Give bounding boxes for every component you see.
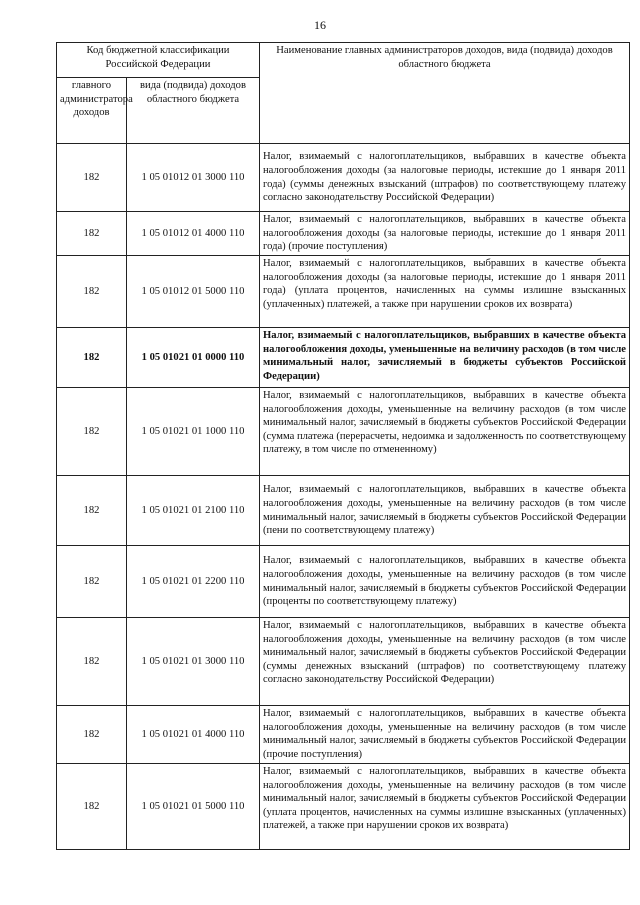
admin-code-cell: 182 [57, 256, 127, 328]
admin-code-cell: 182 [57, 212, 127, 256]
income-name-cell: Налог, взимаемый с налогоплательщиков, выбравших в качестве объекта налогообложения доходы, уменьшенные на величину расходов (в том числе минимальный налог, зачисляемый в бюджеты субъектов Российской Федерации (сумма платежа (перерасчеты, недоимка и задолженность по соответствующему платежу, в том числе по отмененному) [260, 388, 630, 476]
header-administrator-name: Наименование главных администраторов доходов, вида (подвида) доходов областного бюджета [260, 43, 630, 144]
table-row [57, 256, 630, 328]
income-name-cell: Налог, взимаемый с налогоплательщиков, выбравших в качестве объекта налогообложения доходы, уменьшенные на величину расходов (в том числе минимальный налог, зачисляемый в бюджеты субъектов Российской Федерации (уплата процентов, начисленных на суммы излишне взысканных (уплаченных) платежей, а также при нарушении сроков их возврата) [260, 764, 630, 850]
admin-code-cell: 182 [57, 764, 127, 850]
admin-code-cell: 182 [57, 706, 127, 764]
income-name-cell: Налог, взимаемый с налогоплательщиков, выбравших в качестве объекта налогообложения доходы, уменьшенные на величину расходов (в том числе минимальный налог, зачисляемый в бюджеты субъектов Российской Федерации) [260, 328, 630, 388]
table-row [57, 706, 630, 764]
admin-code-cell: 182 [57, 546, 127, 618]
income-code-cell: 1 05 01021 01 4000 110 [127, 706, 260, 764]
budget-classification-table [56, 42, 630, 850]
header-classification-code: Код бюджетной классификации Российской Федерации [57, 43, 260, 78]
income-code-cell: 1 05 01021 01 5000 110 [127, 764, 260, 850]
income-code-cell: 1 05 01021 01 2100 110 [127, 476, 260, 546]
admin-code-cell: 182 [57, 144, 127, 212]
income-name-cell: Налог, взимаемый с налогоплательщиков, выбравших в качестве объекта налогообложения доходы (за налоговые периоды, истекшие до 1 января 2011 года) (уплата процентов, начисленных на суммы излишне взысканных (уплаченных) платежей, а также при нарушении сроков их возврата) [260, 256, 630, 328]
table-row [57, 212, 630, 256]
header-income-type: вида (подвида) доходов областного бюджета [127, 78, 260, 144]
table-row [57, 476, 630, 546]
income-name-cell: Налог, взимаемый с налогоплательщиков, выбравших в качестве объекта налогообложения доходы, уменьшенные на величину расходов (в том числе минимальный налог, зачисляемый в бюджеты субъектов Российской Федерации (суммы денежных взысканий (штрафов) по соответствующему платежу согласно законодательству Российской Федерации) [260, 618, 630, 706]
header-main-administrator: главного администратора доходов [57, 78, 127, 144]
admin-code-cell: 182 [57, 388, 127, 476]
income-code-cell: 1 05 01012 01 4000 110 [127, 212, 260, 256]
table-row [57, 546, 630, 618]
table-row [57, 388, 630, 476]
table-row [57, 144, 630, 212]
income-name-cell: Налог, взимаемый с налогоплательщиков, выбравших в качестве объекта налогообложения доходы, уменьшенные на величину расходов (в том числе минимальный налог, зачисляемый в бюджеты субъектов Российской Федерации (пени по соответствующему платежу) [260, 476, 630, 546]
income-code-cell: 1 05 01012 01 3000 110 [127, 144, 260, 212]
table-row [57, 618, 630, 706]
income-code-cell: 1 05 01021 01 2200 110 [127, 546, 260, 618]
table-row-group-total [57, 328, 630, 388]
income-code-cell: 1 05 01021 01 0000 110 [127, 328, 260, 388]
income-name-cell: Налог, взимаемый с налогоплательщиков, выбравших в качестве объекта налогообложения доходы, уменьшенные на величину расходов (в том числе минимальный налог, зачисляемый в бюджеты субъектов Российской Федерации (прочие поступления) [260, 706, 630, 764]
header-row-group [57, 43, 630, 78]
admin-code-cell: 182 [57, 476, 127, 546]
admin-code-cell: 182 [57, 618, 127, 706]
income-name-cell: Налог, взимаемый с налогоплательщиков, выбравших в качестве объекта налогообложения доходы, уменьшенные на величину расходов (в том числе минимальный налог, зачисляемый в бюджеты субъектов Российской Федерации (проценты по соответствующему платежу) [260, 546, 630, 618]
income-name-cell: Налог, взимаемый с налогоплательщиков, выбравших в качестве объекта налогообложения доходы (за налоговые периоды, истекшие до 1 января 2011 года) (суммы денежных взысканий (штрафов) по соответствующему платежу согласно законодательству Российской Федерации) [260, 144, 630, 212]
table-row [57, 764, 630, 850]
page-number: 16 [314, 18, 326, 32]
admin-code-cell: 182 [57, 328, 127, 388]
income-code-cell: 1 05 01021 01 1000 110 [127, 388, 260, 476]
income-code-cell: 1 05 01021 01 3000 110 [127, 618, 260, 706]
income-code-cell: 1 05 01012 01 5000 110 [127, 256, 260, 328]
income-name-cell: Налог, взимаемый с налогоплательщиков, выбравших в качестве объекта налогообложения доходы (за налоговые периоды, истекшие до 1 января 2011 года) (прочие поступления) [260, 212, 630, 256]
